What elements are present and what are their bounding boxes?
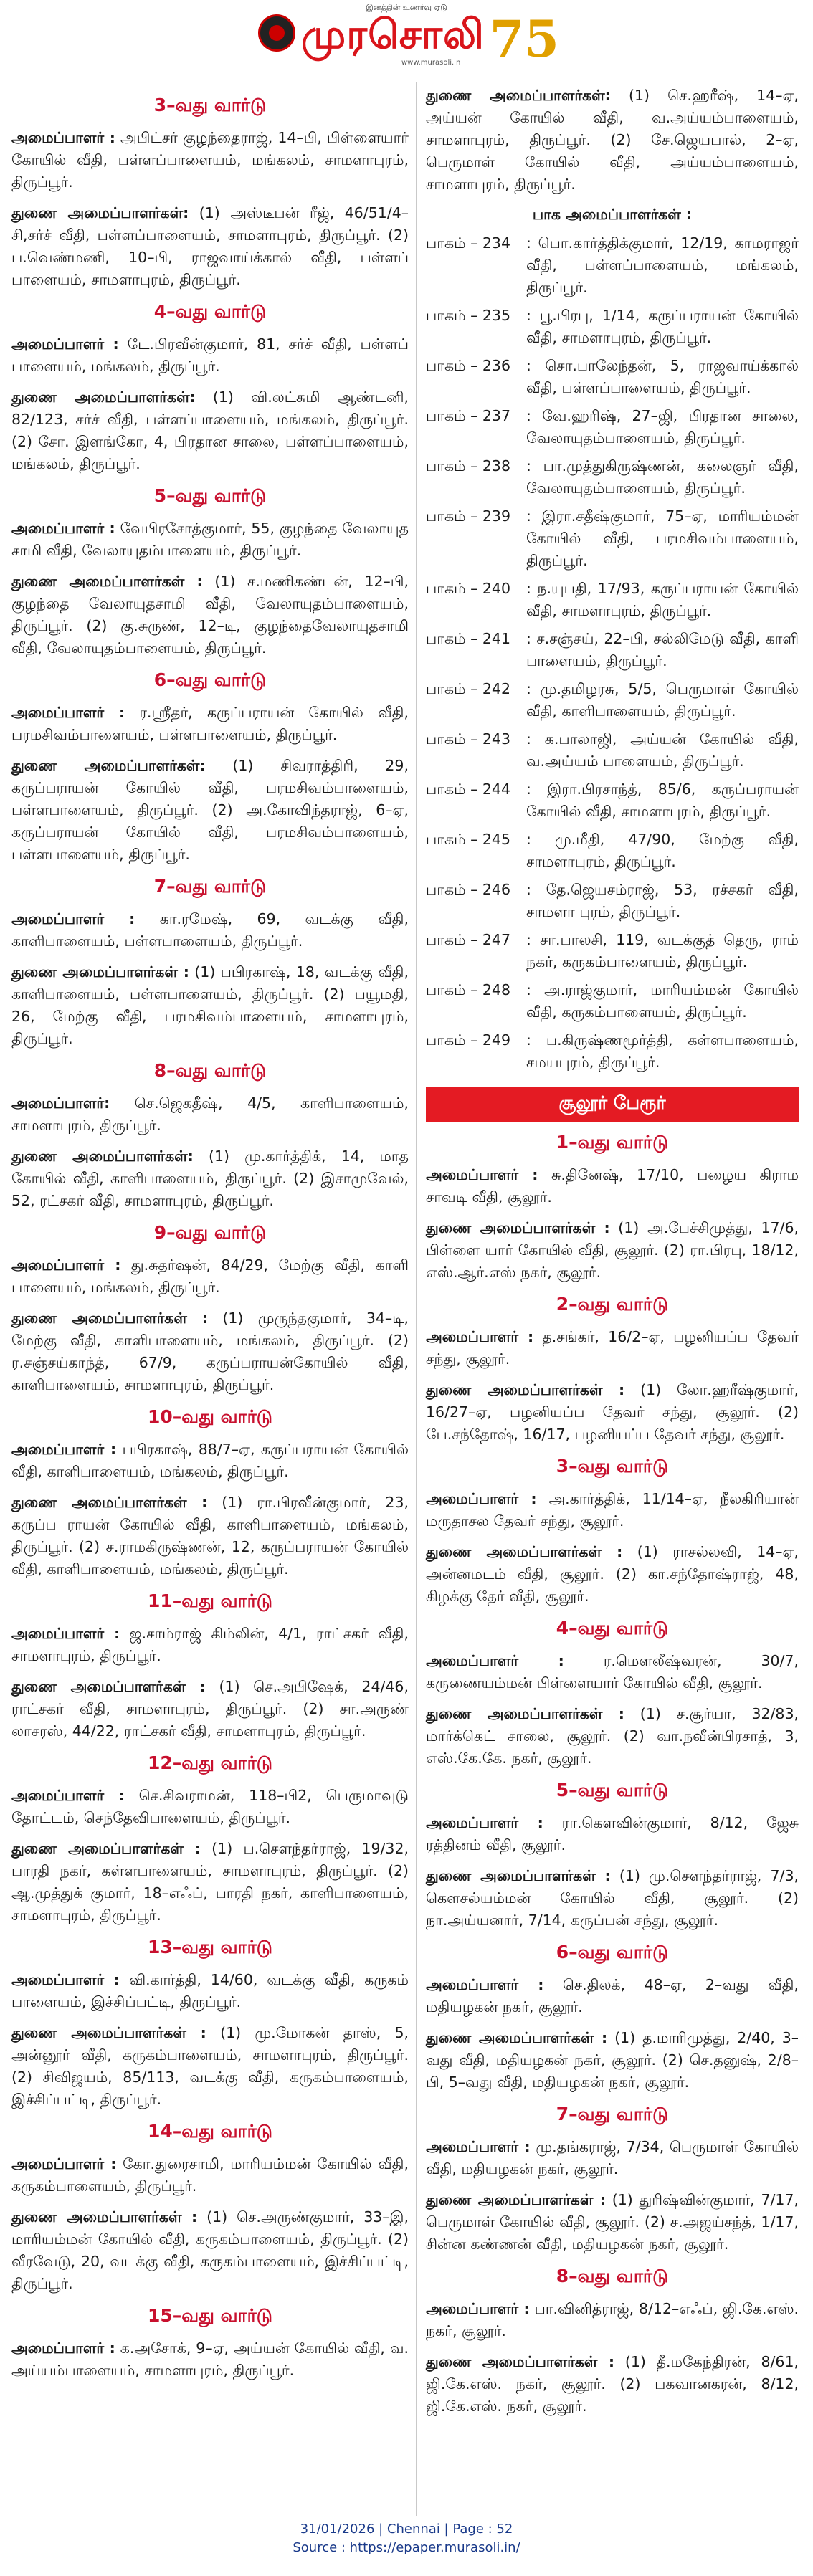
entry-label: துணை அமைப்பாளர்கள் : [426,1219,610,1236]
masthead [0,0,813,79]
entry-text: வி.கார்த்தி, 14/60, வடக்கு வீதி, கருகம் பாளையம், இச்சிப்பட்டி, திருப்பூர். [11,1971,409,2010]
booth-number: பாகம் – 241 [426,630,510,647]
entry-label: துணை அமைப்பாளர்கள் : [11,2024,206,2041]
entry-text: செ.ஜெகதீஷ், 4/5, காளிபாளையம், சாமளாபுரம், திருப்பூர். [11,1094,409,1134]
entry-text: (1) அ.பேச்சிமுத்து, 17/6, பிள்ளை யார் கோயில் வீதி, சூலூர். (2) ரா.பிரபு, 18/12, எஸ்.ஆர்.எஸ் நகர், சூலூர். [426,1219,799,1281]
entry-label: துணை அமைப்பாளர்கள்: [11,757,206,774]
ward-heading: 3–வது வார்டு [153,95,267,115]
booth-organizer: : ப.கிருஷ்ணமூர்த்தி, கள்ளபாளையம், சமயபுரம், திருப்பூர். [526,1031,799,1071]
ward-heading: 10–வது வார்டு [148,1406,272,1427]
page-footer [0,2520,813,2557]
organizer-entry [426,1488,799,1532]
entry-label: அமைப்பாளர் : [11,910,136,927]
entry-label: அமைப்பாளர் : [426,1814,543,1831]
entry-label: துணை அமைப்பாளர்கள் : [11,1494,208,1511]
ward-heading: 7–வது வார்டு [153,876,267,897]
booth-number: பாகம் – 242 [426,680,510,697]
organizer-entry [11,1785,409,1829]
logo [258,11,559,75]
organizer-entry [426,1326,799,1370]
deputy-organizers-entry [11,1145,409,1212]
entry-label: அமைப்பாளர் : [11,704,125,721]
entry-label: அமைப்பாளர் : [426,2138,531,2155]
entry-text: (1) த.மாரிமுத்து, 2/40, 3–வது வீதி, மதியழகன் நகர், சூலூர். (2) செ.தனுஷ், 2/8–பி, 5–வது வீதி, மதியழகன் நகர், சூலூர். [426,2029,799,2091]
left-column [11,85,409,2390]
deputy-organizers-entry [11,755,409,866]
entry-label: அமைப்பாளர் : [426,1652,564,1669]
ward-heading: 3–வது வார்டு [556,1456,669,1477]
entry-text: க.அசோக், 9–ஏ, அய்யன் கோயில் வீதி, வ. அய்யம்பாளையம், சாமளாபுரம், திருப்பூர். [11,2339,409,2379]
ward-heading: 5–வது வார்டு [153,485,267,506]
organizer-entry [426,2136,799,2180]
entry-text: (1) மு.மோகன் தாஸ், 5, அன்னூர் வீதி, கருகம்பாளையம், சாமளாபுரம், திருப்பூர். (2) சிவிஜயம், 85/113, வடக்கு வீதி, கருகம்பாளையம், இச்சிப்பட்டி, திருப்பூர். [11,2024,409,2108]
ward-heading: 8–வது வார்டு [556,2266,669,2286]
organizer-entry [11,333,409,378]
entry-label: அமைப்பாளர் : [11,520,115,537]
anniversary-emblem: 75 [489,9,559,69]
booth-number: பாகம் – 245 [426,831,510,848]
entry-text: (1) மு.சௌந்தர்ராஜ், 7/3, கௌசல்யம்மன் கோயில் வீதி, சூலூர். (2) நா.அய்யனார், 7/14, கருப்பன் சந்து, சூலூர். [426,1867,799,1929]
entry-text: அ.கார்த்திக், 11/14–ஏ, நீலகிரியான் மருதாசல தேவர் சந்து, சூலூர். [426,1490,799,1530]
organizer-entry [426,1974,799,2018]
entry-text: (1) ரா.பிரவீன்குமார், 23, கருப்ப ராயன் கோயில் வீதி, காளிபாளையம், மங்கலம், திருப்பூர். (2) ச.ராமகிருஷ்ணன், 12, கருப்பராயன் கோயில் வீதி, காளிபாளையம், மங்கலம், திருப்பூர். [11,1494,409,1578]
entry-text: (1) முருந்தகுமார், 34–டி, மேற்கு வீதி, காளிபாளையம், மங்கலம், திருப்பூர். (2) ர.சஞ்சய்காந்த், 67/9, கருப்பராயன்கோயில் வீதி, காளிபாளையம், சாமளாபுரம், திருப்பூர். [11,1310,409,1393]
entry-label: அமைப்பாளர் : [426,1976,544,1993]
entry-text: து.சுதர்ஷன், 84/29, மேற்கு வீதி, காளி பாளையம், மங்கலம், திருப்பூர். [11,1256,409,1296]
entry-text: (1) பபிரகாஷ், 18, வடக்கு வீதி, காளிபாளையம், பள்ளபாளையம், திருப்பூர். (2) பயூமதி, 26, மேற்கு வீதி, பரமசிவம்பாளையம், சாமளாபுரம், திருப்பூர். [11,963,409,1047]
booth-row [426,979,799,1024]
entry-label: துணை அமைப்பாளர்கள் : [426,1381,625,1398]
booth-row [426,879,799,923]
ward-heading: 4–வது வார்டு [556,1618,669,1638]
ward-heading: 1–வது வார்டு [556,1132,669,1153]
entry-label: அமைப்பாளர் : [11,1256,121,1274]
booth-row [426,829,799,873]
entry-text: (1) ராசல்லவி, 14–ஏ, அன்னமடம் வீதி, சூலூர். (2) கா.சந்தோஷ்ராஜ், 48, கிழக்கு தேர் வீதி, சூலூர். [426,1543,799,1605]
entry-label: அமைப்பாளர் : [11,1625,120,1642]
emblem-icon [258,14,295,52]
entry-text: வேபிரசோத்குமார், 55, குழந்தை வேலாயுத சாமி வீதி, வேலாயுதம்பாளையம், திருப்பூர். [11,520,409,559]
entry-text: (1) ச.மணிகண்டன், 12–பி, குழந்தை வேலாயுதசாமி வீதி, வேலாயுதம்பாளையம், திருப்பூர். (2) கு.சுருண், 12–டி, குழந்தைவேலாயுதசாமி வீதி, வேலாயுதம்பாளையம், திருப்பூர். [11,573,409,657]
ward-heading: 6–வது வார்டு [153,669,267,690]
booth-number: பாகம் – 246 [426,881,510,898]
deputy-organizers-entry [426,1865,799,1932]
entry-text: (1) தீ.மகேந்திரன், 8/61, ஜி.கே.எஸ். நகர், சூலூர். (2) பகவானகரன், 8/12, ஜி.கே.எஸ். நகர், சூலூர். [426,2353,799,2415]
booth-number: பாகம் – 239 [426,507,510,525]
ward-heading: 9–வது வார்டு [153,1222,267,1243]
entry-text: (1) செ.அருண்குமார், 33–இ, மாரியம்மன் கோயில் வீதி, கருகம்பாளையம், திருப்பூர். (2) வீரவேடு, 20, வடக்கு வீதி, கருகம்பாளையம், இச்சிப்பட்டி, திருப்பூர். [11,2208,409,2292]
entry-label: துணை அமைப்பாளர்கள்: [11,388,196,406]
booth-organizer: : தே.ஜெயசம்ராஜ், 53, ரச்சகர் வீதி, சாமளா புரம், திருப்பூர். [526,881,799,920]
booth-organizer: : இரா.சதீஷ்குமார், 75–ஏ, மாரியம்மன் கோயில் வீதி, பரமசிவம்பாளையம், திருப்பூர். [526,507,799,569]
organizer-entry [11,1254,409,1299]
booth-row [426,578,799,622]
ward-15-deputies: துணை அமைப்பாளர்கள்: (1) செ.ஹரீஷ், 14–ஏ, அய்யன் கோயில் வீதி, வ.அய்யம்பாளையம், சாமளாபுரம், திருப்பூர். (2) சே.ஜெயபால், 2–ஏ, பெருமாள் கோயில் வீதி, அய்யம்பாளையம், சாமளாபுரம், திருப்பூர். [426,87,799,193]
booth-number: பாகம் – 243 [426,730,510,748]
booth-row [426,728,799,773]
entry-text: (1) சிவராத்திரி, 29, கருப்பராயன் கோயில் வீதி, பரமசிவம்பாளையம், பள்ளபாளையம், திருப்பூர். (2) அ.கோவிந்தராஜ், 6–ஏ, கருப்பராயன் கோயில் வீதி, பரமசிவம்பாளையம், பள்ளபாளையம், திருப்பூர். [11,757,409,863]
booth-row [426,355,799,399]
deputy-organizers-entry [11,1676,409,1742]
organizer-entry [11,702,409,746]
booth-organizer: : ச.சஞ்சய், 22–பி, சல்லிமேடு வீதி, காளி பாளையம், திருப்பூர். [526,630,799,669]
ward-heading: 12–வது வார்டு [148,1752,272,1773]
booth-organizer: : பொ.கார்த்திக்குமார், 12/19, காமராஜர் வீதி, பள்ளப்பாளையம், மங்கலம், திருப்பூர். [526,234,799,296]
organizer-entry [426,1650,799,1694]
organizer-entry [11,1092,409,1137]
entry-text: பா.வினித்ராஜ், 8/12–எஃப், ஜி.கே.எஸ். நகர், சூலூர். [426,2300,799,2339]
column-divider [416,82,417,2516]
booth-number: பாகம் – 247 [426,931,510,948]
booth-list [426,232,799,1074]
entry-text: ர.ஸ்ரீதர், கருப்பராயன் கோயில் வீதி, பரமசிவம்பாளையம், பள்ளபாளையம், திருப்பூர். [11,704,409,743]
organizer-entry [11,908,409,953]
entry-label: துணை அமைப்பாளர்கள்: [11,1148,194,1165]
entry-text: (1) லோ.ஹரீஷ்குமார், 16/27–ஏ, பழனியப்ப தேவர் சந்து, சூலூர். (2) பே.சந்தோஷ், 16/17, பழனியப்ப தேவர் சந்து, சூலூர். [426,1381,799,1443]
entry-text: (1) அஸ்டீபன் ரீஜ், 46/51/4–சி,சர்ச் வீதி, பள்ளப்பாளையம், சாமளாபுரம், திருப்பூர். (2) ப.வெண்மணி, 10–பி, ராஜவாய்க்கால் வீதி, பள்ளப் பாளையம், சாமளாபுரம், திருப்பூர். [11,204,409,288]
organizer-entry [11,1623,409,1667]
booth-number: பாகம் – 234 [426,234,510,252]
sulur-wards [426,1132,799,2418]
entry-label: துணை அமைப்பாளர்கள் : [11,1678,206,1695]
deputy-organizers-entry [11,386,409,475]
entry-text: அபிட்சர் குழந்தைராஜ், 14–பி, பிள்ளையார் கோயில் வீதி, பள்ளப்பாளையம், மங்கலம், சாமளாபுரம், திருப்பூர். [11,129,409,191]
booth-organizer: : வே.ஹரிஷ், 27–ஜி, பிரதான சாலை, வேலாயுதம்பாளையம், திருப்பூர். [526,407,799,447]
entry-label: துணை அமைப்பாளர்கள் : [426,1867,611,1884]
deputy-organizers-entry [426,1703,799,1770]
entry-text: கா.ரமேஷ், 69, வடக்கு வீதி, காளிபாளையம், பள்ளபாளையம், திருப்பூர். [11,910,409,950]
booth-number: பாகம் – 235 [426,307,510,324]
deputy-organizers-entry [426,1541,799,1608]
entry-label: அமைப்பாளர் : [426,2300,530,2317]
deputy-organizers-entry [426,2189,799,2256]
entry-text: செ.திலக், 48–ஏ, 2–வது வீதி, மதியழகன் நகர், சூலூர். [426,1976,799,2016]
booth-number: பாகம் – 244 [426,781,510,798]
entry-text: (1) ப.சௌந்தர்ராஜ், 19/32, பாரதி நகர், கள்ளபாளையம், சாமளாபுரம், திருப்பூர். (2) ஆ.முத்துக் குமார், 18–எஃப், பாரதி நகர், காளிபாளையம், சாமளாபுரம், திருப்பூர். [11,1840,409,1924]
ward-heading: 15–வது வார்டு [148,2305,272,2326]
entry-text: செ.சிவராமன், 118–பி2, பெருமாவுடு தோட்டம், செந்தேவிபாளையம், திருப்பூர். [11,1787,409,1826]
deputy-organizers-entry [11,2022,409,2111]
organizer-entry [426,1812,799,1856]
booth-number: பாகம் – 236 [426,357,510,374]
deputy-organizers-entry [426,2351,799,2418]
entry-label: அமைப்பாளர் : [11,1441,117,1458]
deputy-organizers-entry [11,1307,409,1396]
entry-label: துணை அமைப்பாளர்கள்: [11,204,189,221]
booth-number: பாகம் – 249 [426,1031,510,1049]
booth-row [426,505,799,572]
entry-label: அமைப்பாளர் : [11,2339,115,2357]
entry-label: துணை அமைப்பாளர்கள் : [11,573,203,590]
booth-row [426,232,799,299]
entry-text: (1) மு.கார்த்திக், 14, மாத கோயில் வீதி, காளிபாளையம், திருப்பூர். (2) இசாமுவேல், 52, ரட்சகர் வீதி, சாமளாபுரம், திருப்பூர். [11,1148,409,1209]
organizer-entry [11,2153,409,2198]
deputy-organizers-entry [11,961,409,1050]
ward-heading: 14–வது வார்டு [148,2121,272,2142]
ward-heading: 6–வது வார்டு [556,1942,669,1962]
entry-text: (1) துரிஷ்வின்குமார், 7/17, பெருமாள் கோயில் வீதி, சூலூர். (2) ச.அஜய்சந்த், 1/17, சின்ன கண்ணன் வீதி, மதியழகன் நகர், சூலூர். [426,2191,799,2253]
entry-label: அமைப்பாளர் : [11,1971,120,1988]
entry-text: மு.தங்கராஜ், 7/34, பெருமாள் கோயில் வீதி, மதியழகன் நகர், சூலூர். [426,2138,799,2177]
footer-date: 31/01/2026 | Chennai | Page : 52 [300,2522,513,2537]
booth-row [426,778,799,823]
entry-label: அமைப்பாளர் : [426,1490,537,1507]
booth-organizer: : மு.தமிழரசு, 5/5, பெருமாள் கோயில் வீதி, காளிபாளையம், திருப்பூர். [526,680,799,720]
booth-row [426,305,799,349]
entry-label: துணை அமைப்பாளர்கள் : [11,1840,201,1857]
newspaper-title: முரசொலி [301,11,485,58]
entry-text: ஜ.சாம்ராஜ் கிம்லின், 4/1, ராட்சகர் வீதி, சாமளாபுரம், திருப்பூர். [11,1625,409,1664]
ward-heading: 4–வது வார்டு [153,301,267,322]
ward-heading: 5–வது வார்டு [556,1780,669,1800]
entry-label: துணை அமைப்பாளர்கள் : [11,963,189,981]
entry-text: ரா.கௌவின்குமார், 8/12, ஜேசு ரத்தினம் வீதி, சூலூர். [426,1814,799,1854]
entry-label: அமைப்பாளர் : [426,1166,538,1183]
entry-text: டே.பிரவீன்குமார், 81, சர்ச் வீதி, பள்ளப் பாளையம், மங்கலம், திருப்பூர். [11,335,409,375]
entry-label: துணை அமைப்பாளர்கள் : [426,1705,624,1722]
organizer-entry [426,2298,799,2342]
entry-text: கோ.துரைசாமி, மாரியம்மன் கோயில் வீதி, கருகம்பாளையம், திருப்பூர். [11,2155,409,2195]
booth-row [426,405,799,449]
organizer-entry [11,2337,409,2382]
entry-text: (1) செ.அபிஷேக், 24/46, ராட்சகர் வீதி, சாமளாபுரம், திருப்பூர். (2) சா.அருண் லாசரஸ், 44/22, ராட்சகர் வீதி, சாமளாபுரம், திருப்பூர். [11,1678,409,1740]
ward-heading: 13–வது வார்டு [148,1937,272,1957]
organizer-entry [11,517,409,562]
entry-text: ர.மௌலீஷ்வரன், 30/7, கருணையம்மன் பிள்ளையார் கோயில் வீதி, சூலூர். [426,1652,799,1692]
deputy-organizers-entry [426,2027,799,2094]
entry-text: சு.தினேஷ், 17/10, பழைய கிராம சாவடி வீதி, சூலூர். [426,1166,799,1206]
entry-label: அமைப்பாளர் : [11,2155,117,2172]
booth-organizer: : இரா.பிரசாந்த், 85/6, கருப்பராயன் கோயில் வீதி, சாமளாபுரம், திருப்பூர். [526,781,799,820]
deputy-organizers-entry [11,1492,409,1580]
booth-organizer: : சா.பாலசி, 119, வடக்குத் தெரு, ராம் நகர், கருகம்பாளையம், திருப்பூர். [526,931,799,970]
deputy-organizers-entry [11,202,409,291]
deputy-organizers-entry [11,2206,409,2295]
organizer-entry [426,1164,799,1208]
entry-text: (1) ச.சூர்யா, 32/83, மார்க்கெட் சாலை, சூலூர். (2) வா.நவீன்பிரசாத், 3, எஸ்.கே.கே. நகர், சூலூர். [426,1705,799,1767]
entry-label: துணை அமைப்பாளர்கள் : [426,1543,623,1560]
entry-label: துணை அமைப்பாளர்கள் : [11,2208,198,2226]
booth-number: பாகம் – 238 [426,457,510,474]
entry-text: பபிரகாஷ், 88/7–ஏ, கருப்பராயன் கோயில் வீதி, காளிபாளையம், மங்கலம், திருப்பூர். [11,1441,409,1480]
ward-heading: 2–வது வார்டு [556,1294,669,1315]
booth-row [426,1029,799,1074]
organizer-entry [11,1439,409,1483]
booth-organizer: : ந.யுபதி, 17/93, கருப்பராயன் கோயில் வீதி, சாமளாபுரம், திருப்பூர். [526,580,799,619]
booth-row [426,628,799,672]
deputy-organizers-entry [11,1838,409,1927]
booth-number: பாகம் – 237 [426,407,510,424]
booth-row [426,929,799,973]
entry-label: துணை அமைப்பாளர்கள் : [426,2029,608,2046]
booth-row [426,455,799,500]
ward-heading: 8–வது வார்டு [153,1060,267,1081]
booth-organizer: : பா.முத்துகிருஷ்ணன், கலைஞர் வீதி, வேலாயுதம்பாளையம், திருப்பூர். [526,457,799,497]
booth-number: பாகம் – 248 [426,981,510,998]
right-column [426,85,799,2426]
masthead-website: www.murasoli.in [401,59,461,67]
deputy-organizers-entry [426,1379,799,1446]
booth-organizer: : மு.மீதி, 47/90, மேற்கு வீதி, சாமளாபுரம், திருப்பூர். [526,831,799,870]
entry-text: த.சங்கர், 16/2–ஏ, பழனியப்ப தேவர் சந்து, சூலூர். [426,1328,799,1368]
booth-number: பாகம் – 240 [426,580,510,597]
entry-label: துணை அமைப்பாளர்கள் : [426,2353,615,2370]
footer-source: Source : https://epaper.murasoli.in/ [293,2540,520,2555]
deputy-organizers-entry [11,571,409,659]
organizer-entry [11,1969,409,2013]
booth-organizer: : க.பாலாஜி, அய்யன் கோயில் வீதி, வ.அய்யம் பாளையம், திருப்பூர். [526,730,799,770]
entry-label: அமைப்பாளர் : [11,1787,125,1804]
deputy-organizers-entry [426,1217,799,1284]
entry-label: துணை அமைப்பாளர்கள் : [11,1310,209,1327]
section-banner: சூலூர் பேரூர் [426,1087,799,1122]
entry-label: அமைப்பாளர் : [426,1328,534,1345]
entry-text: (1) வி.லட்சுமி ஆண்டனி, 82/123, சர்ச் வீதி, பள்ளப்பாளையம், மங்கலம், திருப்பூர். (2) சோ. இளங்கோ, 4, பிரதான சாலை, பள்ளப்பாளையம், மங்கலம், திருப்பூர். [11,388,409,472]
organizer-entry [11,127,409,194]
booth-organizer: : சொ.பாலேந்தன், 5, ராஜவாய்க்கால் வீதி, பள்ளப்பாளையம், திருப்பூர். [526,357,799,396]
entry-label: அமைப்பாளர் : [11,129,115,146]
booth-organizer: : அ.ராஜ்குமார், மாரியம்மன் கோயில் வீதி, கருகம்பாளையம், திருப்பூர். [526,981,799,1021]
entry-label: துணை அமைப்பாளர்கள் : [426,2191,606,2208]
masthead-tagline: இனத்தின் உணர்வு ஏடு [366,3,447,12]
entry-label: அமைப்பாளர்: [11,1094,110,1112]
booth-row [426,678,799,722]
ward-heading: 11–வது வார்டு [148,1590,272,1611]
entry-label: அமைப்பாளர் : [11,335,119,353]
booth-heading: பாக அமைப்பாளர்கள் : [532,206,693,223]
ward-heading: 7–வது வார்டு [556,2104,669,2124]
booth-organizer: : பூ.பிரபு, 1/14, கருப்பராயன் கோயில் வீதி, சாமளாபுரம், திருப்பூர். [526,307,799,346]
